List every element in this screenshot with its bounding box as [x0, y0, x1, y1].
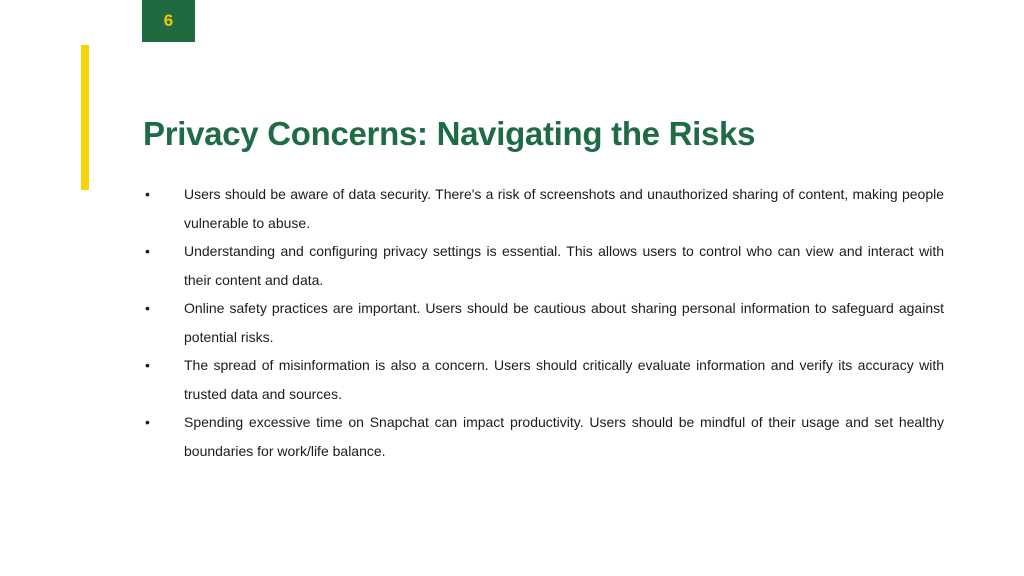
bullet-item	[143, 180, 944, 237]
page-number: 6	[163, 11, 174, 30]
bullet-text: Users should be aware of data security. There's a risk of screenshots and unauthorized sharing of content, making people vulnerable to abuse.	[184, 186, 944, 231]
bullet-icon: •	[145, 414, 150, 430]
page-number-badge	[142, 0, 195, 42]
bullet-text: Understanding and configuring privacy settings is essential. This allows users to control who can view and interact with their content and data.	[184, 243, 944, 288]
bullet-icon: •	[145, 186, 150, 202]
bullet-item	[143, 294, 944, 351]
bullet-icon: •	[145, 243, 150, 259]
bullet-text: Spending excessive time on Snapchat can impact productivity. Users should be mindful of their usage and set healthy boundaries for work/life balance.	[184, 414, 944, 459]
accent-bar	[81, 45, 89, 190]
bullet-item	[143, 408, 944, 465]
bullet-icon: •	[145, 357, 150, 373]
bullet-text: Online safety practices are important. Users should be cautious about sharing personal information to safeguard against potential risks.	[184, 300, 944, 345]
bullet-icon: •	[145, 300, 150, 316]
bullet-item	[143, 351, 944, 408]
bullet-item	[143, 237, 944, 294]
bullet-list	[143, 180, 944, 465]
bullet-text: The spread of misinformation is also a concern. Users should critically evaluate information and verify its accuracy with trusted data and sources.	[184, 357, 944, 402]
slide-title: Privacy Concerns: Navigating the Risks	[143, 115, 756, 152]
